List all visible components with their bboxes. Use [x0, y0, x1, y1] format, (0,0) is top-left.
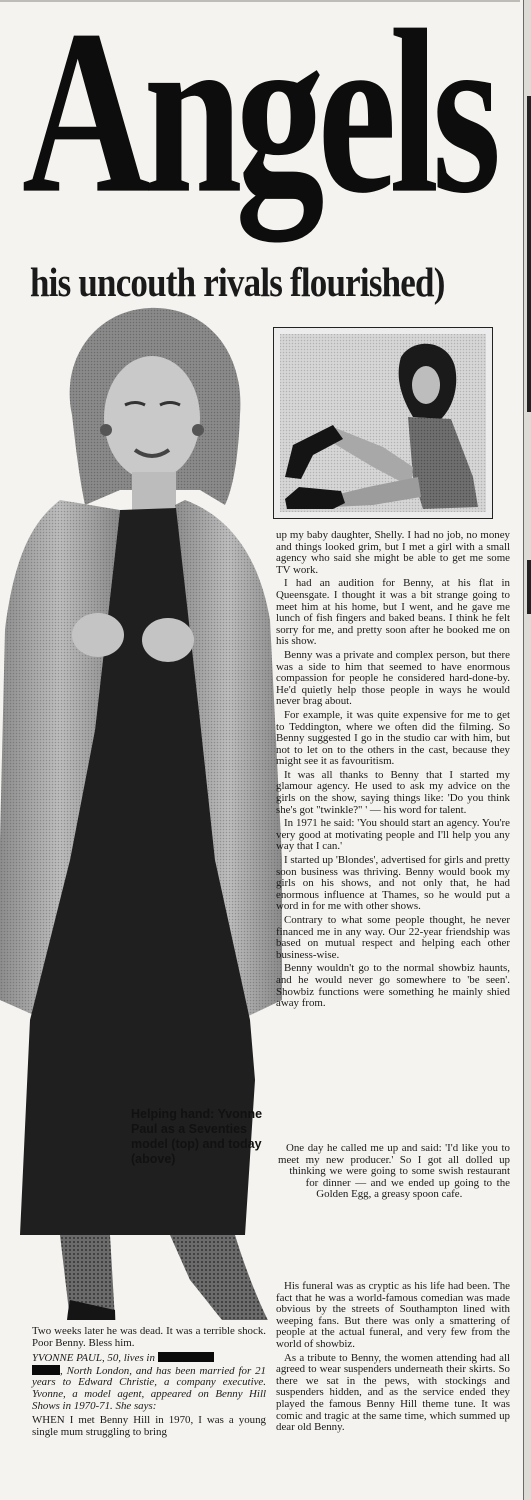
author-bio [32, 1352, 266, 1412]
paragraph: I had an audition for Benny, at his flat in Queensgate. I thought it was a bit strange going to meet him at his home, but I went, and he gave me lunch of fish fingers and baked beans. I think he felt sorry for me, and pretty soon after he booked me on his show. [276, 577, 510, 648]
paragraph: Two weeks later he was dead. It was a terrible shock. Poor Benny. Bless him. [32, 1325, 266, 1349]
article-column-bottom-right [276, 1281, 510, 1436]
paragraph: In 1971 he said: 'You should start an agency. You're very good at motivating people and I'll help you any way that I can.' [276, 817, 510, 853]
paragraph: One day he called me up and said: 'I'd like you to meet my new producer.' So I got all dolled up thinking we were going to some swish restaurant for dinner — and we ended up going to the Golden Egg, a greasy spoon cafe. [278, 1142, 510, 1201]
paragraph: up my baby daughter, Shelly. I had no job, no money and things looked grim, but I met a girl with a small agency who said she might be able to get me some TV work. [276, 529, 510, 576]
paragraph: As a tribute to Benny, the women attending had all agreed to wear suspenders underneath their skirts. So there we sat in the pews, with stockings and suspenders hidden, and as the service ended they played the famous Benny Hill theme tune. It was comic and tragic at the same time, which summed up dear old Benny. [276, 1351, 510, 1434]
page-edge [523, 0, 531, 1500]
subheadline: his uncouth rivals flourished) [30, 259, 445, 306]
paragraph: Contrary to what some people thought, he never financed me in any way. Our 22-year friendship was based on mutual respect and helping each other business-wise. [276, 914, 510, 961]
photo-caption: Helping hand: Yvonne Paul as a Seventies model (top) and today (above) [131, 1107, 263, 1166]
paragraph-opening: WHEN I met Benny Hill in 1970, I was a young single mum struggling to bring [32, 1414, 266, 1438]
bio-lead: YVONNE PAUL, 50, lives in [32, 1352, 155, 1365]
article-column-right [276, 530, 510, 1012]
paragraph: I started up 'Blondes', advertised for girls and pretty soon business was thriving. Benny would book my girls on his shows, and not only that, he had enormous influence at Thames, so he would put a word in for me with other shows. [276, 854, 510, 913]
headline: Angels [22, 0, 495, 243]
bio-text: , North London, and has been married for 21 years to Edward Christie, a company executive. Yvonne, a model agent, appeared on Benny Hill Shows in 1970-71. She says: [32, 1364, 266, 1412]
paragraph: For example, it was quite expensive for me to get to Teddington, where we often did the filming. So Benny suggested I go in the studio car with him, but not to let on to the others in the cast, because they might see it as favouritism. [276, 708, 510, 768]
paragraph: Benny was a private and complex person, but there was a side to him that seemed to have enormous compassion for people he considered hard-done-by. He'd quietly help those people in ways he would never brag about. [276, 648, 510, 708]
article-wrap-paragraph [278, 1143, 510, 1283]
paragraph: It was all thanks to Benny that I started my glamour agency. He used to ask my advice on the girls on the show, saying things like: 'Do you think she's got "twinkle?" ' — his word for talent. [276, 768, 510, 816]
paragraph: Benny wouldn't go to the normal showbiz haunts, and he would never go somewhere to 'be seen'. Showbiz functions were something he mainly shied away from. [276, 962, 510, 1010]
woman-seated-in-boots-photo [273, 327, 493, 519]
redaction-bar [32, 1365, 60, 1375]
article-column-left [32, 1326, 266, 1441]
redaction-bar [158, 1352, 214, 1362]
paragraph: His funeral was as cryptic as his life had been. The fact that he was a world-famous comedian was made obvious by the streets of Southampton lined with weeping fans. But there was only a smattering of people at the actual funeral, and very few from the world of showbiz. [276, 1280, 510, 1350]
